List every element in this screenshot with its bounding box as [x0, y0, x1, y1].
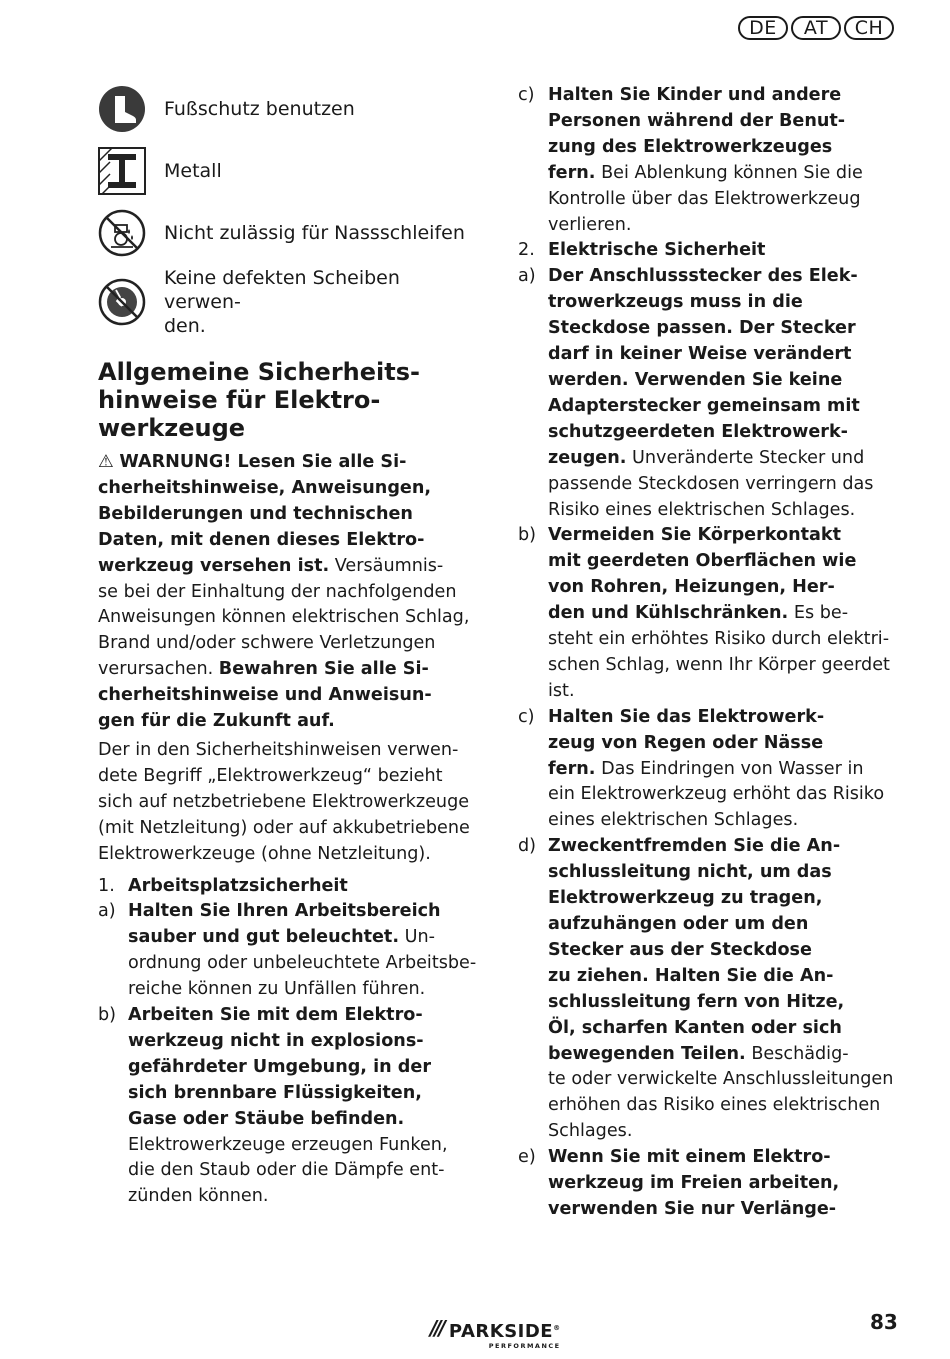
- item-mark: e): [518, 1147, 536, 1168]
- list-item: [518, 705, 900, 835]
- item-mark: c): [518, 85, 535, 105]
- list-item: [518, 523, 900, 704]
- page-number: 83: [870, 1310, 898, 1334]
- item-bold: Der Anschlussstecker des Elek- trowerkzeugs muss in die Steckdose passen. Der Stecker darf in keiner Weise verändert werden. Verwenden Sie keine Adapterstecker gemeinsam mit schutzgeerdeten Elektrowerk- zeugen.: [548, 266, 860, 468]
- item-text: Un- ordnung oder unbeleuchtete Arbeitsbe- reiche können zu Unfällen führen.: [128, 927, 477, 1000]
- no-damaged-disc-icon: [98, 278, 146, 326]
- section-heading: Arbeitsplatzsicherheit: [128, 875, 348, 896]
- item-mark: d): [518, 836, 537, 857]
- list-item: [518, 83, 900, 238]
- item-body: [548, 1145, 900, 1223]
- item-mark: a): [98, 901, 116, 922]
- item-body: [548, 705, 900, 835]
- item-body: [548, 834, 900, 1145]
- item-mark: b): [518, 525, 537, 546]
- symbol-label: Metall: [164, 160, 222, 182]
- symbol-row-no-wet-grinding: [98, 204, 478, 262]
- logo-slashes: ///: [430, 1316, 443, 1340]
- lang-badge-at: AT: [791, 16, 841, 40]
- section-number: 1.: [98, 875, 115, 896]
- item-text: Elektrowerkzeuge erzeugen Funken, die den Staub oder die Dämpfe ent- zünden können.: [128, 1134, 448, 1207]
- boot-icon: [98, 85, 146, 133]
- item-body: [548, 523, 900, 704]
- symbol-label: Fußschutz benutzen: [164, 98, 355, 120]
- parkside-logo: [430, 1318, 561, 1350]
- warning-bold-keep: Bewahren Sie alle Si- cherheitshinweise und Anweisun- gen für die Zukunft auf.: [98, 659, 432, 732]
- item-text: Beschädig- te oder verwickelte Anschlussleitungen erhöhen das Risiko eines elektrischen Schlages.: [548, 1043, 894, 1142]
- symbol-row-foot-protection: [98, 80, 478, 138]
- symbol-label: Keine defekten Scheiben verwen- den.: [164, 267, 400, 337]
- item-body: [548, 264, 900, 523]
- list-item: [518, 1145, 900, 1223]
- section-title: Allgemeine Sicherheits- hinweise für Elektro- werkzeuge: [98, 358, 420, 442]
- item-text: Es be- steht ein erhöhtes Risiko durch elektri- schen Schlag, wenn Ihr Körper geerdet ist.: [548, 603, 890, 701]
- symbol-row-no-damaged-disc: [98, 266, 478, 338]
- section-heading-workplace: [98, 874, 478, 900]
- no-wet-grinding-icon: [98, 209, 146, 257]
- language-badges: [738, 16, 894, 40]
- symbol-label: Nicht zulässig für Nassschleifen: [164, 222, 465, 244]
- list-item: [518, 834, 900, 1145]
- item-bold: Vermeiden Sie Körperkontakt mit geerdeten Oberflächen wie von Rohren, Heizungen, Her- den und Kühlschränken.: [548, 525, 857, 624]
- brand-block: [449, 1318, 561, 1350]
- right-column: [518, 83, 900, 1223]
- metal-beam-icon: [98, 147, 146, 195]
- brand-name: [449, 1318, 561, 1342]
- item-text: Das Eindringen von Wasser in ein Elektrowerkzeug erhöht das Risiko eines elektrischen Schlages.: [548, 758, 885, 831]
- item-body: [128, 899, 478, 1003]
- definition-paragraph: Der in den Sicherheitshinweisen verwen- dete Begriff „Elektrowerkzeug“ bezieht sich auf netzbetriebene Elektrowerkzeuge (mit Netzleitung) oder auf akkubetriebene Elektrowerkzeuge (ohne Netzleitung).: [98, 739, 470, 864]
- item-mark: b): [98, 1005, 117, 1026]
- item-bold: Halten Sie Kinder und andere Personen während der Benut- zung des Elektrowerkzeuges fern.: [548, 85, 846, 183]
- item-bold: Zweckentfremden Sie die An- schlussleitung nicht, um das Elektrowerkzeug zu tragen, aufzuhängen oder um den Stecker aus der Steckdose zu ziehen. Halten Sie die An- schlussleitung fern von Hitze, Öl, scharfen Kanten oder sich bewegenden Teilen.: [548, 836, 845, 1064]
- item-text: Unveränderte Stecker und passende Steckdosen verringern das Risiko eines elektrischen Schlages.: [548, 447, 874, 520]
- section-heading-electrical: [518, 238, 900, 264]
- item-bold: Halten Sie Ihren Arbeitsbereich sauber und gut beleuchtet.: [128, 901, 441, 948]
- left-column: [98, 80, 478, 1210]
- item-body: [128, 1003, 478, 1210]
- item-bold: Halten Sie das Elektrowerk- zeug von Regen oder Nässe fern.: [548, 706, 825, 779]
- warning-paragraph: [98, 450, 478, 735]
- section-heading: Elektrische Sicherheit: [548, 240, 766, 261]
- lang-badge-ch: CH: [844, 16, 894, 40]
- list-item: [98, 1003, 478, 1210]
- lang-badge-de: DE: [738, 16, 788, 40]
- item-body: [548, 83, 900, 238]
- warning-triangle-icon: ⚠: [98, 452, 120, 472]
- warning-bold-lead: WARNUNG! Lesen Sie alle Si- cherheitshinweise, Anweisungen, Bebilderungen und technischen Daten, mit denen dieses Elektro- werkzeug versehen ist.: [98, 452, 432, 576]
- symbol-row-metal: [98, 142, 478, 200]
- item-mark: a): [518, 266, 536, 287]
- item-bold: Arbeiten Sie mit dem Elektro- werkzeug nicht in explosions- gefährdeter Umgebung, in der sich brennbare Flüssigkeiten, Gase oder Stäube befinden.: [128, 1005, 432, 1129]
- warning-text: Versäumnis- se bei der Einhaltung der nachfolgenden Anweisungen können elektrischen Schlag, Brand und/oder schwere Verletzungen verursachen.: [98, 555, 470, 680]
- registered-mark: ®: [553, 1324, 561, 1332]
- item-mark: c): [518, 706, 535, 727]
- item-text: Bei Ablenkung können Sie die Kontrolle über das Elektrowerkzeug verlieren.: [548, 162, 863, 235]
- brand-subtitle: PERFORMANCE: [488, 1342, 561, 1350]
- item-bold: Wenn Sie mit einem Elektro- werkzeug im Freien arbeiten, verwenden Sie nur Verlänge-: [548, 1147, 840, 1219]
- list-item: [518, 264, 900, 523]
- brand-text: PARKSIDE: [448, 1321, 554, 1342]
- section-number: 2.: [518, 240, 535, 261]
- list-item: [98, 899, 478, 1003]
